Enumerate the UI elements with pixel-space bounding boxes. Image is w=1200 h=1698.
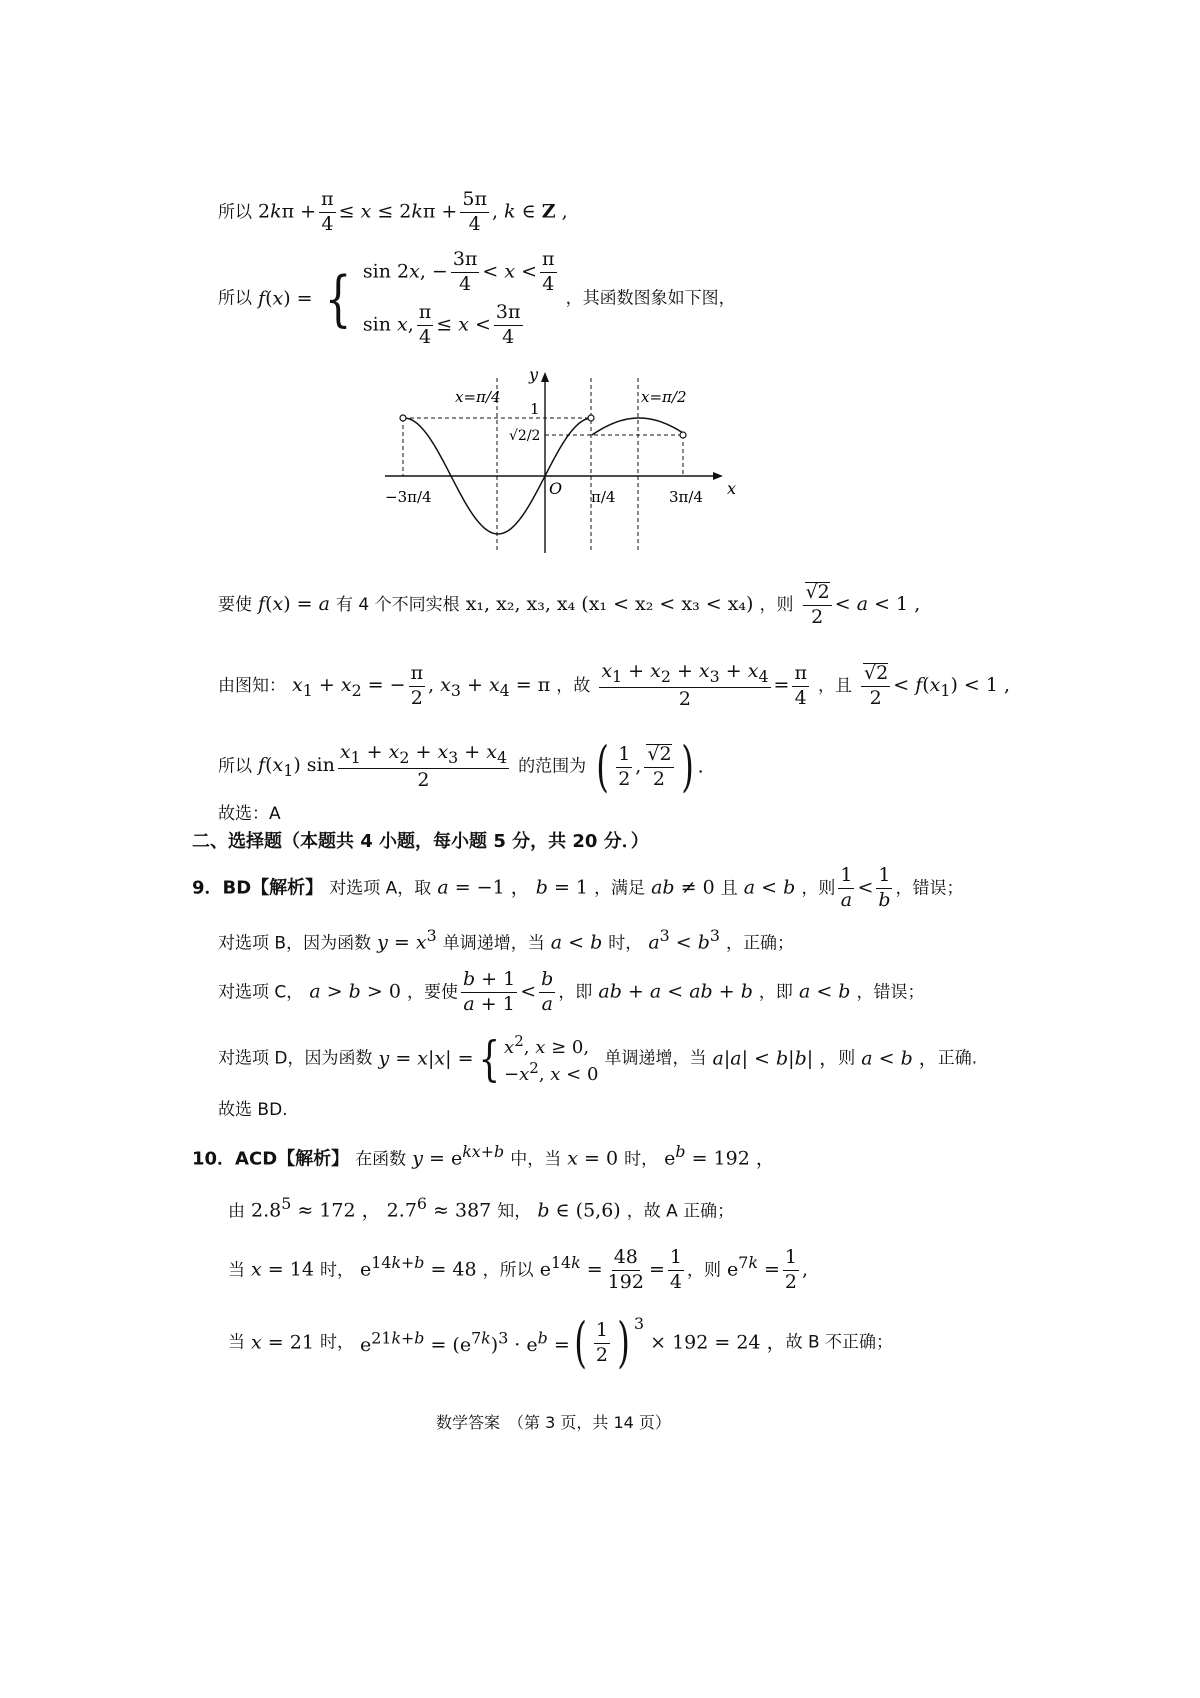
piecewise-cases bbox=[363, 250, 560, 348]
q9-line-b: 对选项 B，因为函数 $y = x^3$ 单调递增，当 a < b 时， $a^3 < b^3$ ，正确； bbox=[218, 926, 795, 954]
line-3: 要使 f(x) = a 有 4 个不同实根 x₁, x₂, x₃, x₄ (x₁ < x₂ < x₃ < x₄) ，则 $\frac{√2}{2}$ < a < 1 , bbox=[218, 581, 921, 628]
line-5-prefix: 所以 bbox=[218, 756, 252, 777]
line-4-qie: ，且 bbox=[817, 676, 852, 697]
line-3-mid: 有 4 个不同实根 bbox=[336, 594, 460, 615]
line-2: 所以 f(x) = { sin 2x, − $\frac{3\pi}{4}$ < x < $\frac{\pi}{4}$ sin x, $\frac{\pi}{4}$ ≤ x < $\frac{3\pi}{4}$ ，其函数图象如下图， bbox=[218, 248, 736, 348]
q10-line-b: 由 $2.8^5 \approx 172$ ， $2.7^6 \approx 387$ 知， b ∈ (5,6) ，故 A 正确； bbox=[228, 1194, 735, 1222]
y-axis-arrow bbox=[541, 372, 549, 382]
open-point-left bbox=[400, 415, 406, 421]
tick-3pi4: 3π/4 bbox=[669, 488, 703, 506]
q9-end: 故选 BD. bbox=[218, 1100, 288, 1120]
curve-sinx bbox=[592, 418, 686, 435]
line-2-suffix: ，其函数图象如下图， bbox=[565, 288, 736, 309]
case-1: sin 2x, − $\frac{3\pi}{4}$ < x < $\frac{\pi}{4}$ bbox=[362, 248, 555, 295]
open-point-3pi4 bbox=[680, 432, 686, 438]
q10-line-c: 当 x = 14 时， $e^{14k+b} = 48$ ，所以 $e^{14k}$ = $\frac{48}{192}$ = $\frac{1}{4}$ ，则 $e^{7k}$ = $\frac{1}{2}$ , bbox=[228, 1246, 809, 1293]
line-5-mid: 的范围为 bbox=[518, 756, 587, 777]
label-y: y bbox=[529, 368, 539, 384]
line-4-gu: ，故 bbox=[556, 676, 591, 697]
q10-heading: 10．ACD【解析】 bbox=[192, 1148, 350, 1170]
tick-neg3pi4: −3π/4 bbox=[385, 488, 432, 506]
label-x: x bbox=[727, 479, 737, 498]
q9-line-d: 对选项 D，因为函数 y = x|x| ={ $x^2$, x ≥ 0, $-x^2$, x < 0 单调递增，当 a|a| < b|b| ，则 a < b ，正确. bbox=[218, 1031, 978, 1087]
section-2-heading: 二、选择题（本题共 4 小题，每小题 5 分，共 20 分．） bbox=[192, 831, 649, 852]
label-sqrt2-over-2: √2/2 bbox=[509, 428, 541, 444]
line-4: 由图知： $x_1 + x_2$ = − $\frac{\pi}{2}$ , $x_3 + x_4 = \pi$ ，故 $\frac{x_1 + x_2 + x_3 + x_4}{2}$ = $\frac{\pi}{4}$ ，且 $\frac{√2}{2}$ < $f(x_1) < 1$ , bbox=[218, 660, 1011, 711]
line-5: 所以 $f(x_1)$ sin $\frac{x_1 + x_2 + x_3 + x_4}{2}$ 的范围为 ( $\frac{1}{2}$ , $\frac{√2}{2}$ ) . bbox=[218, 735, 704, 798]
line-3-then: ，则 bbox=[759, 594, 794, 615]
line-1-prefix: 所以 bbox=[218, 202, 252, 223]
label-origin: O bbox=[549, 479, 563, 498]
page-footer: 数学答案 （第 3 页，共 14 页） bbox=[436, 1413, 671, 1432]
line-4-prefix: 由图知： bbox=[218, 676, 286, 697]
x-axis-arrow bbox=[713, 472, 723, 480]
case-2: sin x, $\frac{\pi}{4}$ ≤ x < $\frac{3\pi}{4}$ bbox=[362, 300, 521, 348]
q9-line-c: 对选项 C， a > b > 0 ，要使 $\frac{b + 1}{a + 1}$ < $\frac{b}{a}$ ，即 ab + a < ab + b ，即 a < b ，错误； bbox=[218, 968, 925, 1015]
q9-heading: 9．BD【解析】 bbox=[192, 877, 324, 899]
q10-line-d: 当 x = 21 时， $e^{21k+b} = (e^{7k})^3 \cdot e^b$ =( $\frac{1}{2}$ ) $^3$ × 192 = 24 ，故 B 不正确； bbox=[228, 1311, 894, 1374]
q10-line-a: 10．ACD【解析】 在函数 $y = e^{kx+b}$ 中，当 x = 0 时， $e^b = 192$ ， bbox=[192, 1142, 775, 1170]
line-3-prefix: 要使 bbox=[218, 594, 252, 615]
label-x-pi2: x=π/2 bbox=[641, 388, 687, 406]
line-3-roots: x₁, x₂, x₃, x₄ (x₁ < x₂ < x₃ < x₄) bbox=[465, 592, 754, 615]
line-1: 所以 2kπ + $\frac{\pi}{4}$ ≤ x ≤ 2kπ + $\frac{5\pi}{4}$ , k ∈ Z , bbox=[218, 188, 568, 235]
function-graph bbox=[385, 368, 745, 568]
answer-line: 故选：A bbox=[218, 804, 281, 824]
label-one: 1 bbox=[530, 400, 540, 418]
open-point-pi4 bbox=[588, 415, 594, 421]
q9-line-a: 9．BD【解析】 对选项 A，取 a = −1 ， b = 1 ，满足 ab ≠ 0 且 a < b ，则 $\frac{1}{a}$ < $\frac{1}{b}$ ，错误； bbox=[192, 864, 964, 911]
label-x-pi4: x=π/4 bbox=[455, 388, 501, 406]
tick-pi4: π/4 bbox=[591, 488, 616, 506]
line-2-prefix: 所以 bbox=[218, 288, 252, 309]
